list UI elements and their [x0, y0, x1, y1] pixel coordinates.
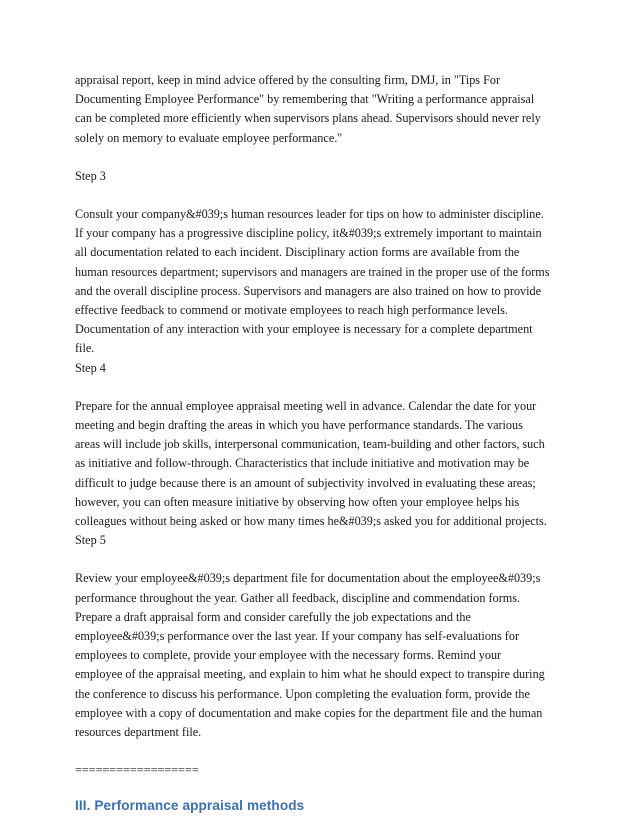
step-4-label: Step 4	[75, 360, 106, 375]
text-line: Review your employee&#039;s department file for documentation about the employee&#039;s	[75, 571, 541, 586]
text-line: Prepare for the annual employee appraisal meeting well in advance. Calendar the date for your	[75, 398, 537, 413]
text-line: employees to complete, provide your employee with the necessary forms. Remind your	[75, 648, 502, 663]
step-3-label: Step 3	[75, 168, 106, 183]
text-line: Prepare a draft appraisal form and consider carefully the job expectations and the	[75, 609, 471, 624]
text-line: areas will include job skills, interpersonal communication, team-building and other factors, such	[75, 437, 545, 452]
text-line: can be completed more efficiently when supervisors plans ahead. Supervisors should never rely	[75, 111, 541, 126]
text-line: employee of the appraisal meeting, and explain to him what he should expect to transpire during	[75, 667, 545, 682]
text-line: If your company has a progressive discipline policy, it&#039;s extremely important to maintain	[75, 226, 542, 241]
text-line: as initiative and follow-through. Characteristics that include initiative and motivation may be	[75, 456, 530, 471]
paragraph-intro	[75, 71, 567, 148]
text-line: and the overall discipline process. Supervisors and managers are also trained on how to provide	[75, 283, 542, 298]
paragraph-step-4	[75, 397, 567, 531]
paragraph-step-3	[75, 205, 567, 359]
text-line: Documentation of any interaction with your employee is necessary for a complete department	[75, 322, 533, 337]
text-line: file.	[75, 341, 95, 356]
text-line: all documentation related to each incident. Disciplinary action forms are available from the	[75, 245, 520, 260]
step-5-label: Step 5	[75, 533, 106, 548]
text-line: appraisal report, keep in mind advice offered by the consulting firm, DMJ, in "Tips For	[75, 73, 501, 87]
text-line: Consult your company&#039;s human resources leader for tips on how to administer discipline.	[75, 207, 544, 222]
text-line: performance throughout the year. Gather all feedback, discipline and commendation forms.	[75, 590, 521, 605]
text-line: Documenting Employee Performance" by remembering that "Writing a performance appraisal	[75, 92, 535, 107]
text-line: the conference to discuss his performance. Upon completing the evaluation form, provide the	[75, 686, 530, 701]
text-line: difficult to judge because there is an amount of subjectivity involved in evaluating these areas;	[75, 475, 536, 490]
text-line: effective feedback to commend or motivate employees to reach high performance levels.	[75, 303, 508, 318]
text-line: resources department file.	[75, 725, 202, 740]
text-line: human resources department; supervisors and managers are trained in the proper use of the forms	[75, 264, 550, 279]
document-body	[75, 71, 567, 815]
separator-line: ==================	[75, 763, 199, 778]
text-line: colleagues without being asked or how many times he&#039;s asked you for additional projects.	[75, 514, 547, 529]
text-line: employee&#039;s performance over the last year. If your company has self-evaluations for	[75, 629, 520, 644]
section-heading: III. Performance appraisal methods	[75, 797, 305, 813]
text-line: solely on memory to evaluate employee performance."	[75, 130, 343, 145]
text-line: employee with a copy of documentation and make copies for the department file and the human	[75, 705, 543, 720]
paragraph-step-5	[75, 569, 567, 742]
text-line: meeting and begin drafting the areas in which you have performance standards. The various	[75, 418, 523, 433]
text-line: however, you can often measure initiative by observing how often your employee helps his	[75, 494, 520, 509]
